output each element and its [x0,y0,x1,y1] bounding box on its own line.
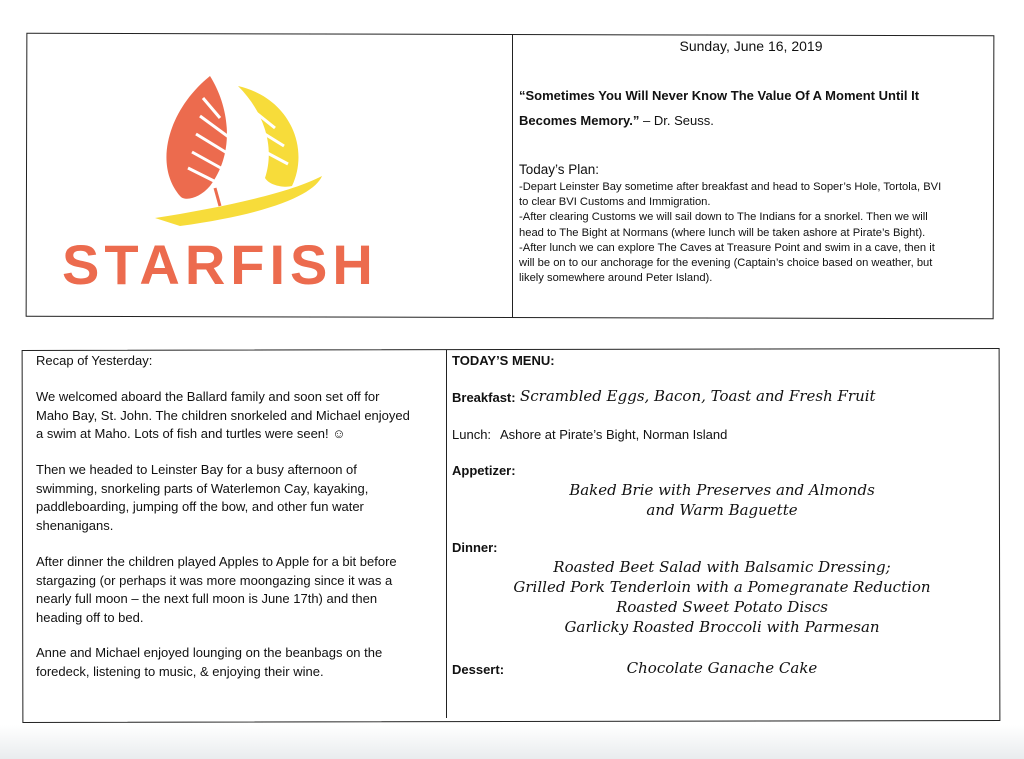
dinner-label: Dinner: [452,540,498,555]
recap-line: We welcomed aboard the Ballard family and soon set off for [36,389,380,404]
breakfast-label: Breakfast: [452,390,516,405]
date-text: Sunday, June 16, 2019 [679,38,823,54]
plan-line: head to The Bight at Normans (where lunch will be taken ashore at Pirate’s Bight). [519,226,926,239]
plan-line: -After clearing Customs we will sail down to The Indians for a snorkel. Then we will [519,211,928,224]
appetizer-line: Baked Brie with Preserves and Almonds [569,481,875,499]
plan-title: Today’s Plan: [519,162,600,177]
logo-wordmark: STARFISH [62,233,378,296]
lunch-item: Ashore at Pirate’s Bight, Norman Island [500,427,728,442]
plan-line: likely somewhere around Peter Island). [519,272,713,285]
recap-line: heading off to bed. [36,609,144,625]
recap-paragraph [36,388,410,444]
recap-line: paddleboarding, jumping off the bow, and other fun water [36,499,364,514]
plan-line: -After lunch we can explore The Caves at Treasure Point and swim in a cave, then it [519,241,935,254]
recap-line: Then we headed to Leinster Bay for a busy afternoon of [36,462,357,477]
plan-line: to clear BVI Customs and Immigration. [519,196,711,209]
page-bottom-shade [0,725,1024,759]
plan-text [519,180,989,286]
plan-line: -Depart Leinster Bay sometime after breakfast and head to Soper’s Hole, Tortola, BVI [519,181,942,193]
quote-text: “Sometimes You Will Never Know The Value Of A Moment Until It Becomes Memory.” [519,88,920,128]
dinner-line: Roasted Beet Salad with Balsamic Dressing; [553,558,891,576]
recap-line: stargazing (or perhaps it was more moongazing since it was a [36,572,393,588]
recap-line: Anne and Michael enjoyed lounging on the beanbags on the [36,645,383,660]
appetizer-line: and Warm Baguette [646,501,798,519]
quote-author: – Dr. Seuss. [643,113,714,128]
recap-line: nearly full moon – the next full moon is June 17th) and then [36,591,378,606]
recap-line: Maho Bay, St. John. The children snorkeled and Michael enjoyed [36,407,410,423]
recap-line: shenanigans. [36,517,114,533]
recap-line: swimming, snorkeling parts of Waterlemon Cay, kayaking, [36,480,369,496]
header-divider [512,34,513,318]
body-divider [446,350,447,718]
dinner-line: Grilled Pork Tenderloin with a Pomegranate Reduction [513,578,931,596]
plan-line: will be on to our anchorage for the evening (Captain’s choice based on weather, but [519,257,933,270]
recap-title: Recap of Yesterday: [36,353,153,368]
recap-paragraph [36,553,397,627]
lunch-label: Lunch: [452,427,492,442]
recap-line: After dinner the children played Apples to Apple for a bit before [36,554,397,569]
menu-title: TODAY’S MENU: [452,353,555,368]
appetizer-label: Appetizer: [452,463,516,478]
recap-line: a swim at Maho. Lots of fish and turtles were seen! ☺ [36,426,346,441]
dinner-line: Garlicky Roasted Broccoli with Parmesan [564,618,880,636]
dessert-item: Chocolate Ganache Cake [626,659,818,677]
breakfast-item: Scrambled Eggs, Bacon, Toast and Fresh Fruit [520,387,876,405]
recap-line: foredeck, listening to music, & enjoying their wine. [36,663,324,679]
quote-block [519,83,969,133]
dinner-line: Roasted Sweet Potato Discs [616,598,828,616]
dessert-label: Dessert: [452,662,505,677]
recap-paragraph [36,644,382,681]
recap-paragraph [36,461,368,535]
